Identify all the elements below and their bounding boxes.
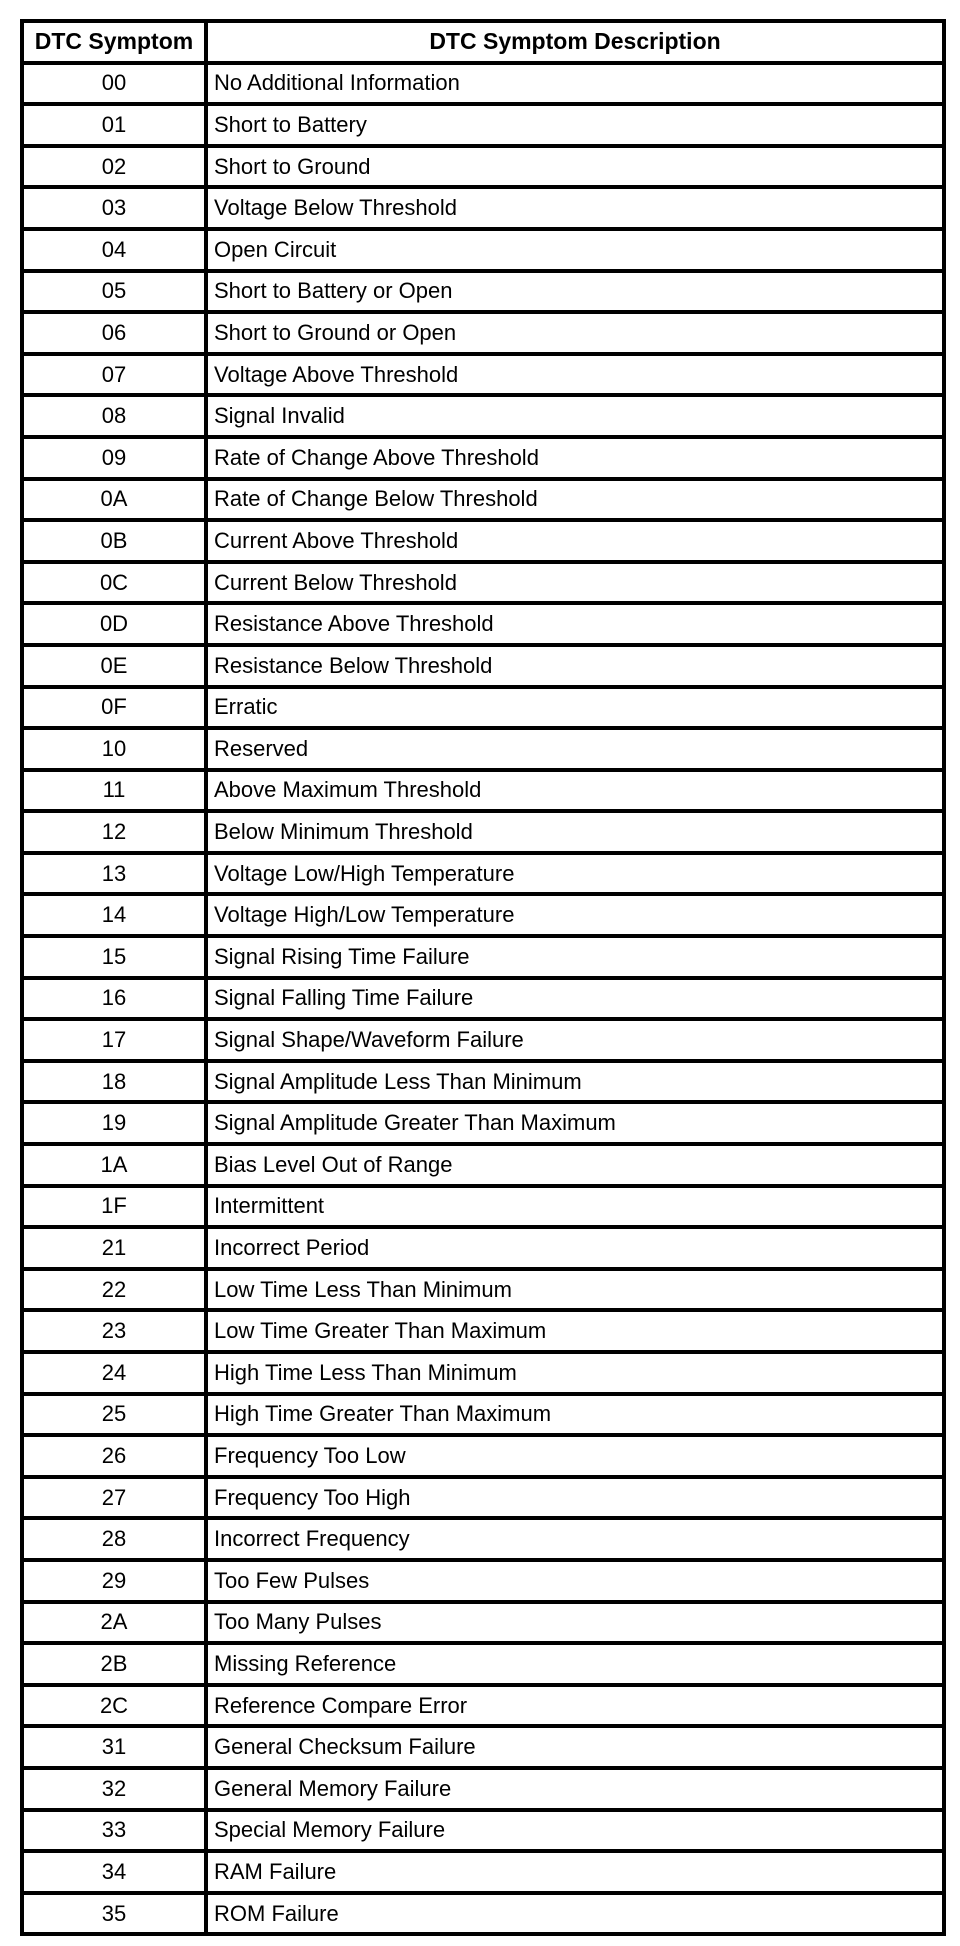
dtc-symptom-code: 07 xyxy=(22,354,206,396)
dtc-symptom-code: 06 xyxy=(22,312,206,354)
dtc-symptom-description: Short to Ground xyxy=(206,146,944,188)
table-row xyxy=(22,354,944,396)
dtc-symptom-code: 27 xyxy=(22,1477,206,1519)
table-row xyxy=(22,1061,944,1103)
dtc-symptom-description: Current Below Threshold xyxy=(206,562,944,604)
dtc-symptom-description: Low Time Greater Than Maximum xyxy=(206,1310,944,1352)
table-row xyxy=(22,894,944,936)
dtc-symptom-code: 0A xyxy=(22,479,206,521)
table-row xyxy=(22,1477,944,1519)
table-row xyxy=(22,479,944,521)
dtc-symptom-description: Above Maximum Threshold xyxy=(206,770,944,812)
table-row xyxy=(22,1643,944,1685)
dtc-symptom-description: Short to Battery or Open xyxy=(206,271,944,313)
table-row xyxy=(22,229,944,271)
dtc-symptom-description: Missing Reference xyxy=(206,1643,944,1685)
table-row xyxy=(22,1394,944,1436)
dtc-symptom-description: Special Memory Failure xyxy=(206,1810,944,1852)
table-body xyxy=(22,63,944,1935)
table-row xyxy=(22,1269,944,1311)
dtc-symptom-description: Intermittent xyxy=(206,1186,944,1228)
dtc-symptom-code: 26 xyxy=(22,1435,206,1477)
table-row xyxy=(22,1352,944,1394)
dtc-symptom-code: 25 xyxy=(22,1394,206,1436)
dtc-symptom-description: High Time Less Than Minimum xyxy=(206,1352,944,1394)
dtc-symptom-code: 2B xyxy=(22,1643,206,1685)
dtc-symptom-description: Rate of Change Above Threshold xyxy=(206,437,944,479)
dtc-symptom-description: Resistance Below Threshold xyxy=(206,645,944,687)
dtc-symptom-table-sheet xyxy=(20,19,942,1936)
table-row xyxy=(22,1851,944,1893)
dtc-symptom-description: Signal Rising Time Failure xyxy=(206,936,944,978)
column-header-dtc-symptom: DTC Symptom xyxy=(22,21,206,63)
dtc-symptom-code: 19 xyxy=(22,1102,206,1144)
dtc-symptom-description: Current Above Threshold xyxy=(206,520,944,562)
dtc-symptom-description: Signal Falling Time Failure xyxy=(206,978,944,1020)
dtc-symptom-code: 00 xyxy=(22,63,206,105)
dtc-symptom-code: 02 xyxy=(22,146,206,188)
table-row xyxy=(22,1227,944,1269)
dtc-symptom-description: Signal Amplitude Greater Than Maximum xyxy=(206,1102,944,1144)
column-header-dtc-symptom-description: DTC Symptom Description xyxy=(206,21,944,63)
dtc-symptom-description: High Time Greater Than Maximum xyxy=(206,1394,944,1436)
dtc-symptom-code: 28 xyxy=(22,1518,206,1560)
table-row xyxy=(22,1518,944,1560)
table-row xyxy=(22,520,944,562)
dtc-symptom-description: Signal Shape/Waveform Failure xyxy=(206,1019,944,1061)
table-row xyxy=(22,770,944,812)
dtc-symptom-code: 17 xyxy=(22,1019,206,1061)
dtc-symptom-code: 0B xyxy=(22,520,206,562)
dtc-symptom-description: Rate of Change Below Threshold xyxy=(206,479,944,521)
dtc-symptom-description: Too Many Pulses xyxy=(206,1602,944,1644)
dtc-symptom-code: 1F xyxy=(22,1186,206,1228)
dtc-symptom-code: 1A xyxy=(22,1144,206,1186)
dtc-symptom-code: 34 xyxy=(22,1851,206,1893)
dtc-symptom-description: Short to Battery xyxy=(206,104,944,146)
dtc-symptom-code: 18 xyxy=(22,1061,206,1103)
dtc-symptom-code: 24 xyxy=(22,1352,206,1394)
dtc-symptom-description: Short to Ground or Open xyxy=(206,312,944,354)
table-row xyxy=(22,853,944,895)
table-row xyxy=(22,1602,944,1644)
dtc-symptom-code: 2A xyxy=(22,1602,206,1644)
dtc-symptom-code: 05 xyxy=(22,271,206,313)
dtc-symptom-code: 0E xyxy=(22,645,206,687)
table-row xyxy=(22,936,944,978)
dtc-symptom-code: 11 xyxy=(22,770,206,812)
table-row xyxy=(22,1685,944,1727)
dtc-symptom-code: 0F xyxy=(22,687,206,729)
table-header-row xyxy=(22,21,944,63)
dtc-symptom-description: Voltage Below Threshold xyxy=(206,187,944,229)
dtc-symptom-code: 14 xyxy=(22,894,206,936)
dtc-symptom-description: Open Circuit xyxy=(206,229,944,271)
table-row xyxy=(22,728,944,770)
dtc-symptom-description: Frequency Too Low xyxy=(206,1435,944,1477)
dtc-symptom-code: 13 xyxy=(22,853,206,895)
dtc-symptom-code: 33 xyxy=(22,1810,206,1852)
dtc-symptom-description: Signal Amplitude Less Than Minimum xyxy=(206,1061,944,1103)
table-row xyxy=(22,1435,944,1477)
dtc-symptom-code: 21 xyxy=(22,1227,206,1269)
dtc-symptom-code: 35 xyxy=(22,1893,206,1935)
dtc-symptom-code: 04 xyxy=(22,229,206,271)
dtc-symptom-description: No Additional Information xyxy=(206,63,944,105)
table-row xyxy=(22,104,944,146)
dtc-symptom-code: 2C xyxy=(22,1685,206,1727)
table-row xyxy=(22,1144,944,1186)
table-row xyxy=(22,187,944,229)
dtc-symptom-description: Voltage Low/High Temperature xyxy=(206,853,944,895)
dtc-symptom-description: Erratic xyxy=(206,687,944,729)
table-row xyxy=(22,978,944,1020)
dtc-symptom-description: Voltage Above Threshold xyxy=(206,354,944,396)
dtc-symptom-code: 16 xyxy=(22,978,206,1020)
table-row xyxy=(22,437,944,479)
table-row xyxy=(22,1560,944,1602)
table-row xyxy=(22,1310,944,1352)
dtc-symptom-description: RAM Failure xyxy=(206,1851,944,1893)
dtc-symptom-code: 15 xyxy=(22,936,206,978)
table-row xyxy=(22,312,944,354)
table-row xyxy=(22,811,944,853)
table-row xyxy=(22,1019,944,1061)
dtc-symptom-description: Voltage High/Low Temperature xyxy=(206,894,944,936)
dtc-symptom-description: Resistance Above Threshold xyxy=(206,603,944,645)
dtc-symptom-code: 0C xyxy=(22,562,206,604)
table-row xyxy=(22,271,944,313)
dtc-symptom-code: 29 xyxy=(22,1560,206,1602)
table-row xyxy=(22,1893,944,1935)
table-row xyxy=(22,1102,944,1144)
table-row xyxy=(22,1768,944,1810)
table-row xyxy=(22,687,944,729)
dtc-symptom-description: Low Time Less Than Minimum xyxy=(206,1269,944,1311)
dtc-symptom-description: Below Minimum Threshold xyxy=(206,811,944,853)
dtc-symptom-code: 31 xyxy=(22,1726,206,1768)
dtc-symptom-description: Reference Compare Error xyxy=(206,1685,944,1727)
dtc-symptom-description: General Checksum Failure xyxy=(206,1726,944,1768)
table-row xyxy=(22,562,944,604)
dtc-symptom-description: Frequency Too High xyxy=(206,1477,944,1519)
table-row xyxy=(22,1186,944,1228)
dtc-symptom-code: 01 xyxy=(22,104,206,146)
dtc-symptom-description: Bias Level Out of Range xyxy=(206,1144,944,1186)
dtc-symptom-code: 22 xyxy=(22,1269,206,1311)
table-row xyxy=(22,645,944,687)
dtc-symptom-description: ROM Failure xyxy=(206,1893,944,1935)
dtc-symptom-code: 12 xyxy=(22,811,206,853)
table-row xyxy=(22,146,944,188)
table-row xyxy=(22,1726,944,1768)
dtc-symptom-code: 23 xyxy=(22,1310,206,1352)
dtc-symptom-table xyxy=(20,19,946,1936)
dtc-symptom-code: 32 xyxy=(22,1768,206,1810)
dtc-symptom-code: 03 xyxy=(22,187,206,229)
dtc-symptom-description: Too Few Pulses xyxy=(206,1560,944,1602)
dtc-symptom-code: 08 xyxy=(22,395,206,437)
table-row xyxy=(22,63,944,105)
table-row xyxy=(22,395,944,437)
table-row xyxy=(22,603,944,645)
dtc-symptom-description: Signal Invalid xyxy=(206,395,944,437)
dtc-symptom-description: Reserved xyxy=(206,728,944,770)
table-row xyxy=(22,1810,944,1852)
dtc-symptom-description: General Memory Failure xyxy=(206,1768,944,1810)
dtc-symptom-description: Incorrect Frequency xyxy=(206,1518,944,1560)
dtc-symptom-code: 10 xyxy=(22,728,206,770)
dtc-symptom-code: 09 xyxy=(22,437,206,479)
dtc-symptom-code: 0D xyxy=(22,603,206,645)
dtc-symptom-description: Incorrect Period xyxy=(206,1227,944,1269)
